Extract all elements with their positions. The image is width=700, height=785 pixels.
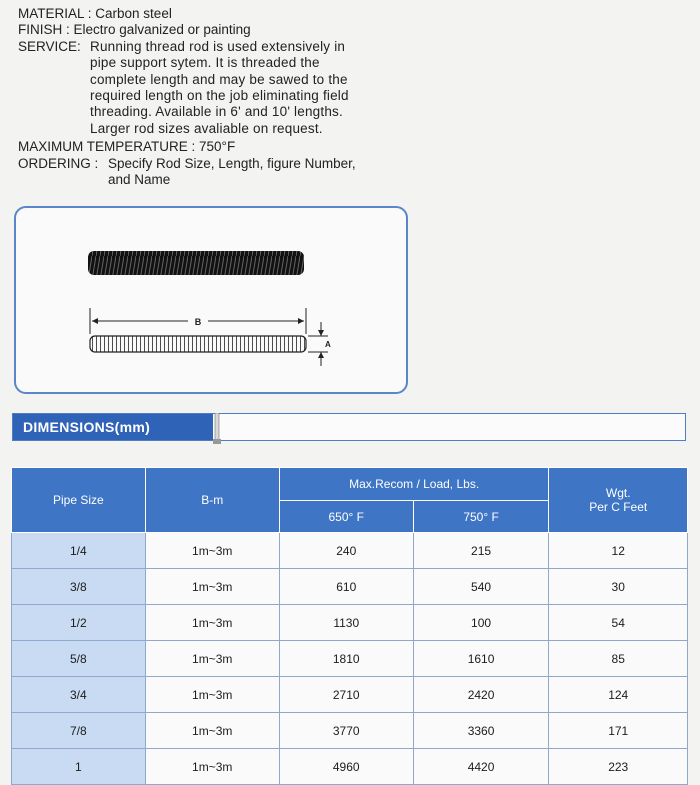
table-row xyxy=(12,533,688,569)
header-750f: 750° F xyxy=(413,501,549,533)
rod-figure xyxy=(14,206,408,394)
cell-750f: 540 xyxy=(413,569,549,605)
ordering-line-text: and Name xyxy=(108,172,171,188)
cell-pipe-size: 3/4 xyxy=(12,677,146,713)
ordering-label: ORDERING : xyxy=(18,155,99,171)
dim-b-label: B xyxy=(194,317,202,327)
cell-pipe-size: 3/8 xyxy=(12,569,146,605)
cell-750f: 3360 xyxy=(413,713,549,749)
cell-weight: 12 xyxy=(549,533,688,569)
header-bm: B-m xyxy=(145,468,279,533)
cell-pipe-size: 1/2 xyxy=(12,605,146,641)
ordering-line-text: Specify Rod Size, Length, figure Number, xyxy=(108,155,356,171)
header-max-load: Max.Recom / Load, Lbs. xyxy=(279,468,549,501)
cell-weight: 223 xyxy=(549,749,688,785)
cell-750f: 2420 xyxy=(413,677,549,713)
cell-650f: 240 xyxy=(279,533,413,569)
table-row xyxy=(12,641,688,677)
cell-650f: 1130 xyxy=(279,605,413,641)
material-line xyxy=(18,6,410,22)
cell-750f: 1610 xyxy=(413,641,549,677)
rod-drawing xyxy=(90,336,306,352)
cell-750f: 215 xyxy=(413,533,549,569)
service-line-text: threading. Available in 6' and 10' lengths. xyxy=(90,104,343,120)
table-row xyxy=(12,569,688,605)
header-weight-line2: Per C Feet xyxy=(589,500,648,514)
cell-bm: 1m~3m xyxy=(145,749,279,785)
bar-notch-icon xyxy=(213,413,223,447)
cell-pipe-size: 1 xyxy=(12,749,146,785)
service-line-text: required length on the job eliminating field xyxy=(90,88,349,104)
cell-weight: 85 xyxy=(549,641,688,677)
dim-a-label: A xyxy=(325,340,331,349)
cell-650f: 2710 xyxy=(279,677,413,713)
threaded-rod-illustration xyxy=(16,208,406,392)
finish-value: Electro galvanized or painting xyxy=(73,22,251,38)
ordering-line xyxy=(18,156,410,189)
cell-650f: 4960 xyxy=(279,749,413,785)
service-text xyxy=(90,39,408,137)
service-line-text: Running thread rod is used extensively in xyxy=(90,38,346,54)
material-label: MATERIAL : xyxy=(18,6,92,21)
dimensions-table xyxy=(11,467,688,785)
cell-bm: 1m~3m xyxy=(145,641,279,677)
cell-bm: 1m~3m xyxy=(145,569,279,605)
max-temp-value: 750°F xyxy=(199,139,236,155)
cell-pipe-size: 5/8 xyxy=(12,641,146,677)
table-row xyxy=(12,605,688,641)
cell-weight: 30 xyxy=(549,569,688,605)
header-pipe-size: Pipe Size xyxy=(12,468,146,533)
cell-bm: 1m~3m xyxy=(145,605,279,641)
dimensions-title: DIMENSIONS(mm) xyxy=(13,414,213,440)
cell-bm: 1m~3m xyxy=(145,713,279,749)
cell-650f: 1810 xyxy=(279,641,413,677)
rod-photo xyxy=(88,251,304,275)
service-line-text: complete length and may be sawed to the xyxy=(90,71,348,87)
max-temp-label: MAXIMUM TEMPERATURE : xyxy=(18,139,196,155)
material-value: Carbon steel xyxy=(95,6,172,21)
table-row xyxy=(12,713,688,749)
header-650f: 650° F xyxy=(279,501,413,533)
service-line-text: Larger rod sizes avaliable on request. xyxy=(90,120,323,136)
cell-650f: 610 xyxy=(279,569,413,605)
cell-650f: 3770 xyxy=(279,713,413,749)
table-row xyxy=(12,677,688,713)
table-row xyxy=(12,749,688,785)
cell-bm: 1m~3m xyxy=(145,677,279,713)
cell-750f: 100 xyxy=(413,605,549,641)
header-weight xyxy=(549,468,688,533)
cell-weight: 54 xyxy=(549,605,688,641)
cell-weight: 124 xyxy=(549,677,688,713)
finish-line xyxy=(18,22,410,38)
ordering-text xyxy=(108,156,356,189)
cell-750f: 4420 xyxy=(413,749,549,785)
cell-pipe-size: 7/8 xyxy=(12,713,146,749)
max-temp-line xyxy=(18,139,410,155)
dimensions-header-bar xyxy=(12,413,686,441)
service-line xyxy=(18,39,410,137)
finish-label: FINISH : xyxy=(18,22,70,38)
service-line-text: pipe support sytem. It is threaded the xyxy=(90,55,320,71)
cell-bm: 1m~3m xyxy=(145,533,279,569)
cell-pipe-size: 1/4 xyxy=(12,533,146,569)
spec-block xyxy=(18,6,410,188)
service-label: SERVICE: xyxy=(18,38,81,54)
header-weight-line1: Wgt. xyxy=(605,486,631,500)
cell-weight: 171 xyxy=(549,713,688,749)
